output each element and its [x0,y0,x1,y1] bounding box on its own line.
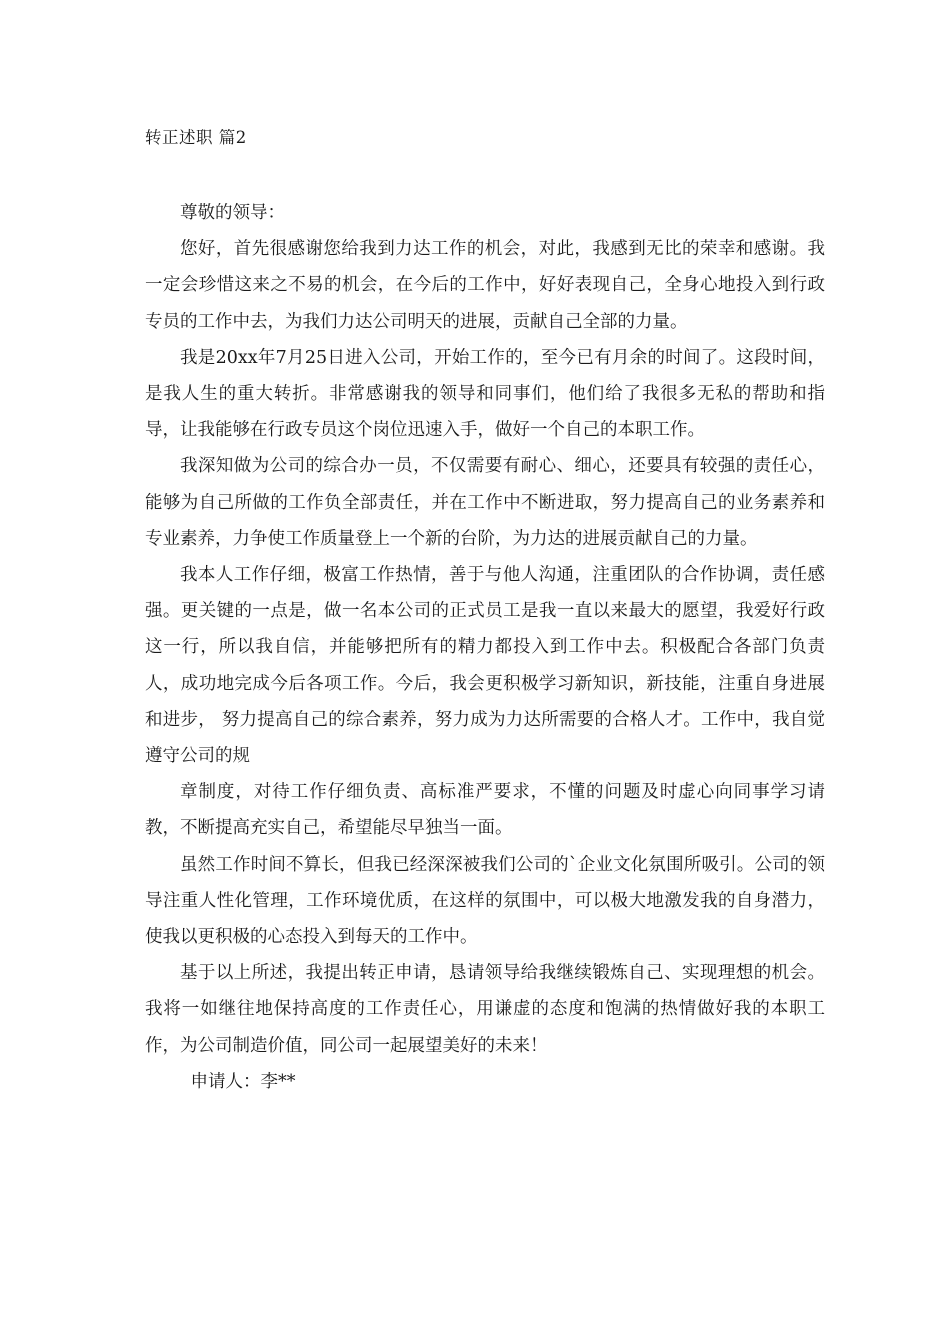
paragraph-rules: 章制度，对待工作仔细负责、高标准严要求，不懂的问题及时虚心向同事学习请教，不断提高充实自己，希望能尽早独当一面。 [145,782,825,839]
applicant-signature: 申请人：李** [190,1071,296,1092]
paragraph-joining: 我是20xx年7月25日进入公司，开始工作的，至今已有月余的时间了。这段时间，是我人生的重大转折。非常感谢我的领导和同事们，他们给了我很多无私的帮助和指导，让我能够在行政专员这个岗位迅速入手，做好一个自己的本职工作。 [145,347,825,441]
salutation: 尊敬的领导： [180,203,285,223]
paragraph-greeting: 您好，首先很感谢您给我到力达工作的机会，对此，我感到无比的荣幸和感谢。我一定会珍惜这来之不易的机会，在今后的工作中，好好表现自己，全身心地投入到行政专员的工作中去，为我们力达公司明天的进展，贡献自己全部的力量。 [145,239,825,332]
paragraph-request: 基于以上所述，我提出转正申请，恳请领导给我继续锻炼自己、实现理想的机会。我将一如继往地保持高度的工作责任心，用谦虚的态度和饱满的热情做好我的本职工作，为公司制造价值，同公司一起展望美好的未来！ [145,963,825,1056]
paragraph-self-assessment: 我本人工作仔细，极富工作热情，善于与他人沟通，注重团队的合作协调，责任感强。更关键的一点是，做一名本公司的正式员工是我一直以来最大的愿望，我爱好行政这一行，所以我自信，并能够把所有的精力都投入到工作中去。积极配合各部门负责人，成功地完成今后各项工作。今后，我会更积极学习新知识，新技能，注重自身进展和进步， 努力提高自己的综合素养，努力成为力达所需要的合格人才。工作中，我自觉遵守公司的规 [145,565,825,767]
paragraph-responsibility: 我深知做为公司的综合办一员，不仅需要有耐心、细心，还要具有较强的责任心，能够为自己所做的工作负全部责任，并在工作中不断进取，努力提高自己的业务素养和专业素养，力争使工作质量登上一个新的台阶，为力达的进展贡献自己的力量。 [145,456,825,549]
paragraph-culture: 虽然工作时间不算长，但我已经深深被我们公司的`企业文化氛围所吸引。公司的领导注重人性化管理，工作环境优质，在这样的氛围中，可以极大地激发我的自身潜力，使我以更积极的心态投入到每天的工作中。 [145,854,825,948]
document-body [145,195,825,1100]
document-title: 转正述职 篇2 [145,128,247,147]
